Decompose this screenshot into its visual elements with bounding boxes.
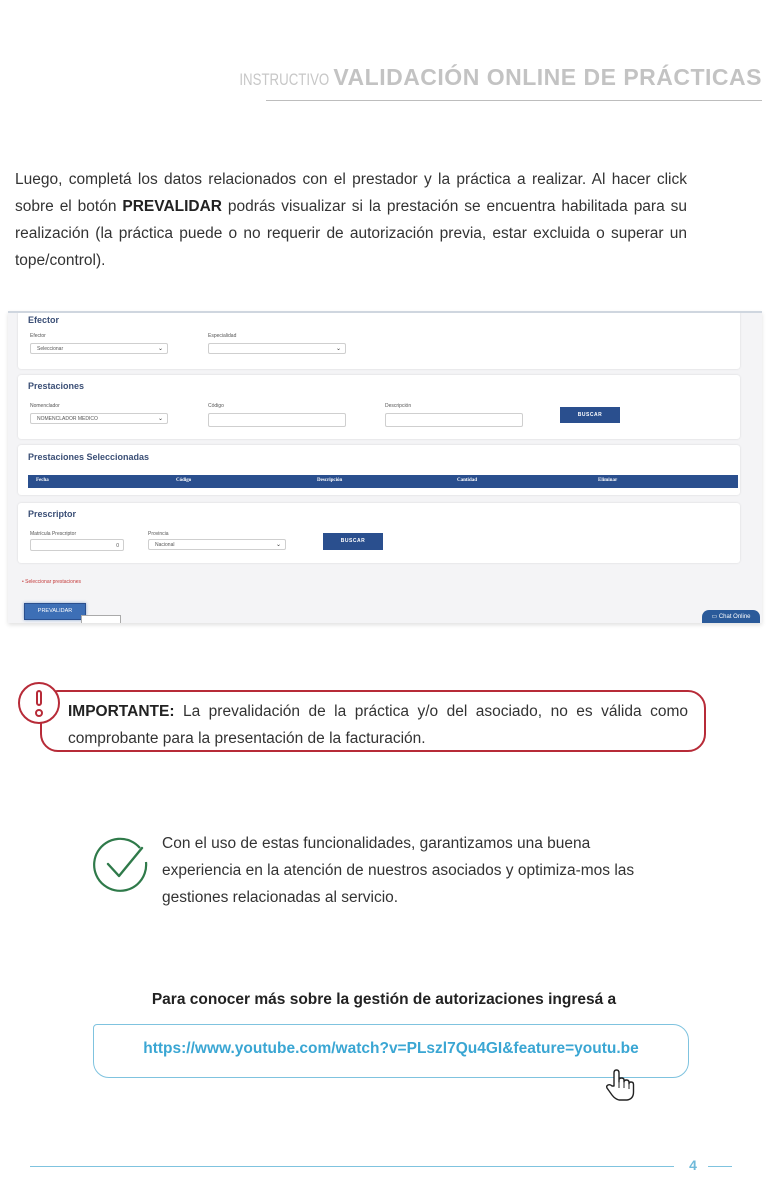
efector-select[interactable] <box>30 343 168 354</box>
importante-text <box>68 698 688 752</box>
youtube-link[interactable]: https://www.youtube.com/watch?v=PLszl7Qu4GI&feature=youtu.be <box>143 1040 639 1057</box>
intro-bold-prevalidar: PREVALIDAR <box>122 198 222 215</box>
check-circle-icon <box>92 834 152 894</box>
prescriptor-title: Prescriptor <box>28 509 77 519</box>
header-divider <box>266 100 762 101</box>
buscar-prescriptor-button[interactable]: BUSCAR <box>323 533 383 550</box>
page-header <box>214 64 762 91</box>
link-lead-text: Para conocer más sobre la gestión de autorizaciones ingresá a <box>151 991 617 1008</box>
importante-body: La prevalidación de la práctica y/o del asociado, no es válida como comprobante para la presentación de la facturación. <box>68 703 688 747</box>
intro-text-before: Luego, completá los datos relacionados con el prestador y la práctica a realizar. Al hacer click sobre el botón <box>15 171 687 215</box>
nomenclador-label: Nomenclador <box>30 403 60 409</box>
footer-rule <box>30 1166 674 1167</box>
nomenclador-select-value: NOMENCLADOR MEDICO <box>37 416 98 422</box>
prestaciones-panel <box>18 375 740 439</box>
exclamation-icon <box>18 682 60 724</box>
provincia-select[interactable] <box>148 539 286 550</box>
provincia-select-value: Nacional <box>155 542 175 548</box>
form-screenshot <box>8 311 762 623</box>
buscar-prestacion-button[interactable]: BUSCAR <box>560 407 620 423</box>
column-header-cantidad: Cantidad <box>457 478 478 483</box>
seleccionadas-title: Prestaciones Seleccionadas <box>28 452 150 462</box>
chat-online-label: Chat Online <box>718 614 751 620</box>
chat-icon: ▭ <box>711 614 719 620</box>
matricula-input[interactable]: 0 <box>30 539 124 551</box>
chat-online-button[interactable] <box>702 610 760 623</box>
efector-panel <box>18 311 740 369</box>
column-header-eliminar: Eliminar <box>598 478 618 483</box>
column-header-descripcion: Descripción <box>317 478 343 483</box>
matricula-label: Matrícula Prescriptor <box>30 531 77 537</box>
importante-label: IMPORTANTE: <box>68 703 175 720</box>
closing-paragraph: Con el uso de estas funcionalidades, garantizamos una buena experiencia en la atención de nuestros asociados y optimiza-mos las gestiones relacionadas al servicio. <box>162 835 635 906</box>
efector-select-value: Seleccionar <box>37 346 64 352</box>
codigo-label: Código <box>208 403 224 409</box>
codigo-input[interactable] <box>208 413 346 427</box>
provincia-label: Provincia <box>148 531 169 537</box>
descripcion-input[interactable] <box>385 413 523 427</box>
page-number: 4 <box>689 1157 697 1173</box>
efector-label: Efector <box>30 333 46 339</box>
intro-text-after: podrás visualizar si la prestación se encuentra habilitada para su realización (la práctica puede o no requerir de autorización previa, estar excluida o superar un tope/control). <box>15 198 688 269</box>
header-prefix: INSTRUCTIVO <box>239 70 329 89</box>
chevron-down-icon: ⌄ <box>335 346 341 352</box>
efector-title: Efector <box>28 315 60 325</box>
especialidad-select[interactable] <box>208 343 346 354</box>
pointer-hand-icon <box>604 1068 636 1102</box>
descripcion-label: Descripción <box>385 403 412 409</box>
intro-paragraph <box>15 166 687 274</box>
header-title: VALIDACIÓN ONLINE DE PRÁCTICAS <box>333 64 762 90</box>
chevron-down-icon: ⌄ <box>157 346 163 352</box>
seleccionadas-table-header <box>28 475 738 488</box>
especialidad-label: Especialidad <box>208 333 237 339</box>
prescriptor-panel <box>18 503 740 563</box>
column-header-codigo: Código <box>176 478 192 483</box>
footer-rule-right <box>708 1166 732 1167</box>
validation-warning: • Seleccionar prestaciones <box>22 579 82 585</box>
column-header-fecha: Fecha <box>36 478 49 483</box>
chevron-down-icon: ⌄ <box>157 416 163 422</box>
tooltip-popup <box>81 615 121 623</box>
prevalidar-button[interactable]: PREVALIDAR <box>24 603 86 620</box>
prestaciones-title: Prestaciones <box>28 381 85 391</box>
chevron-down-icon: ⌄ <box>275 542 281 548</box>
nomenclador-select[interactable] <box>30 413 168 424</box>
